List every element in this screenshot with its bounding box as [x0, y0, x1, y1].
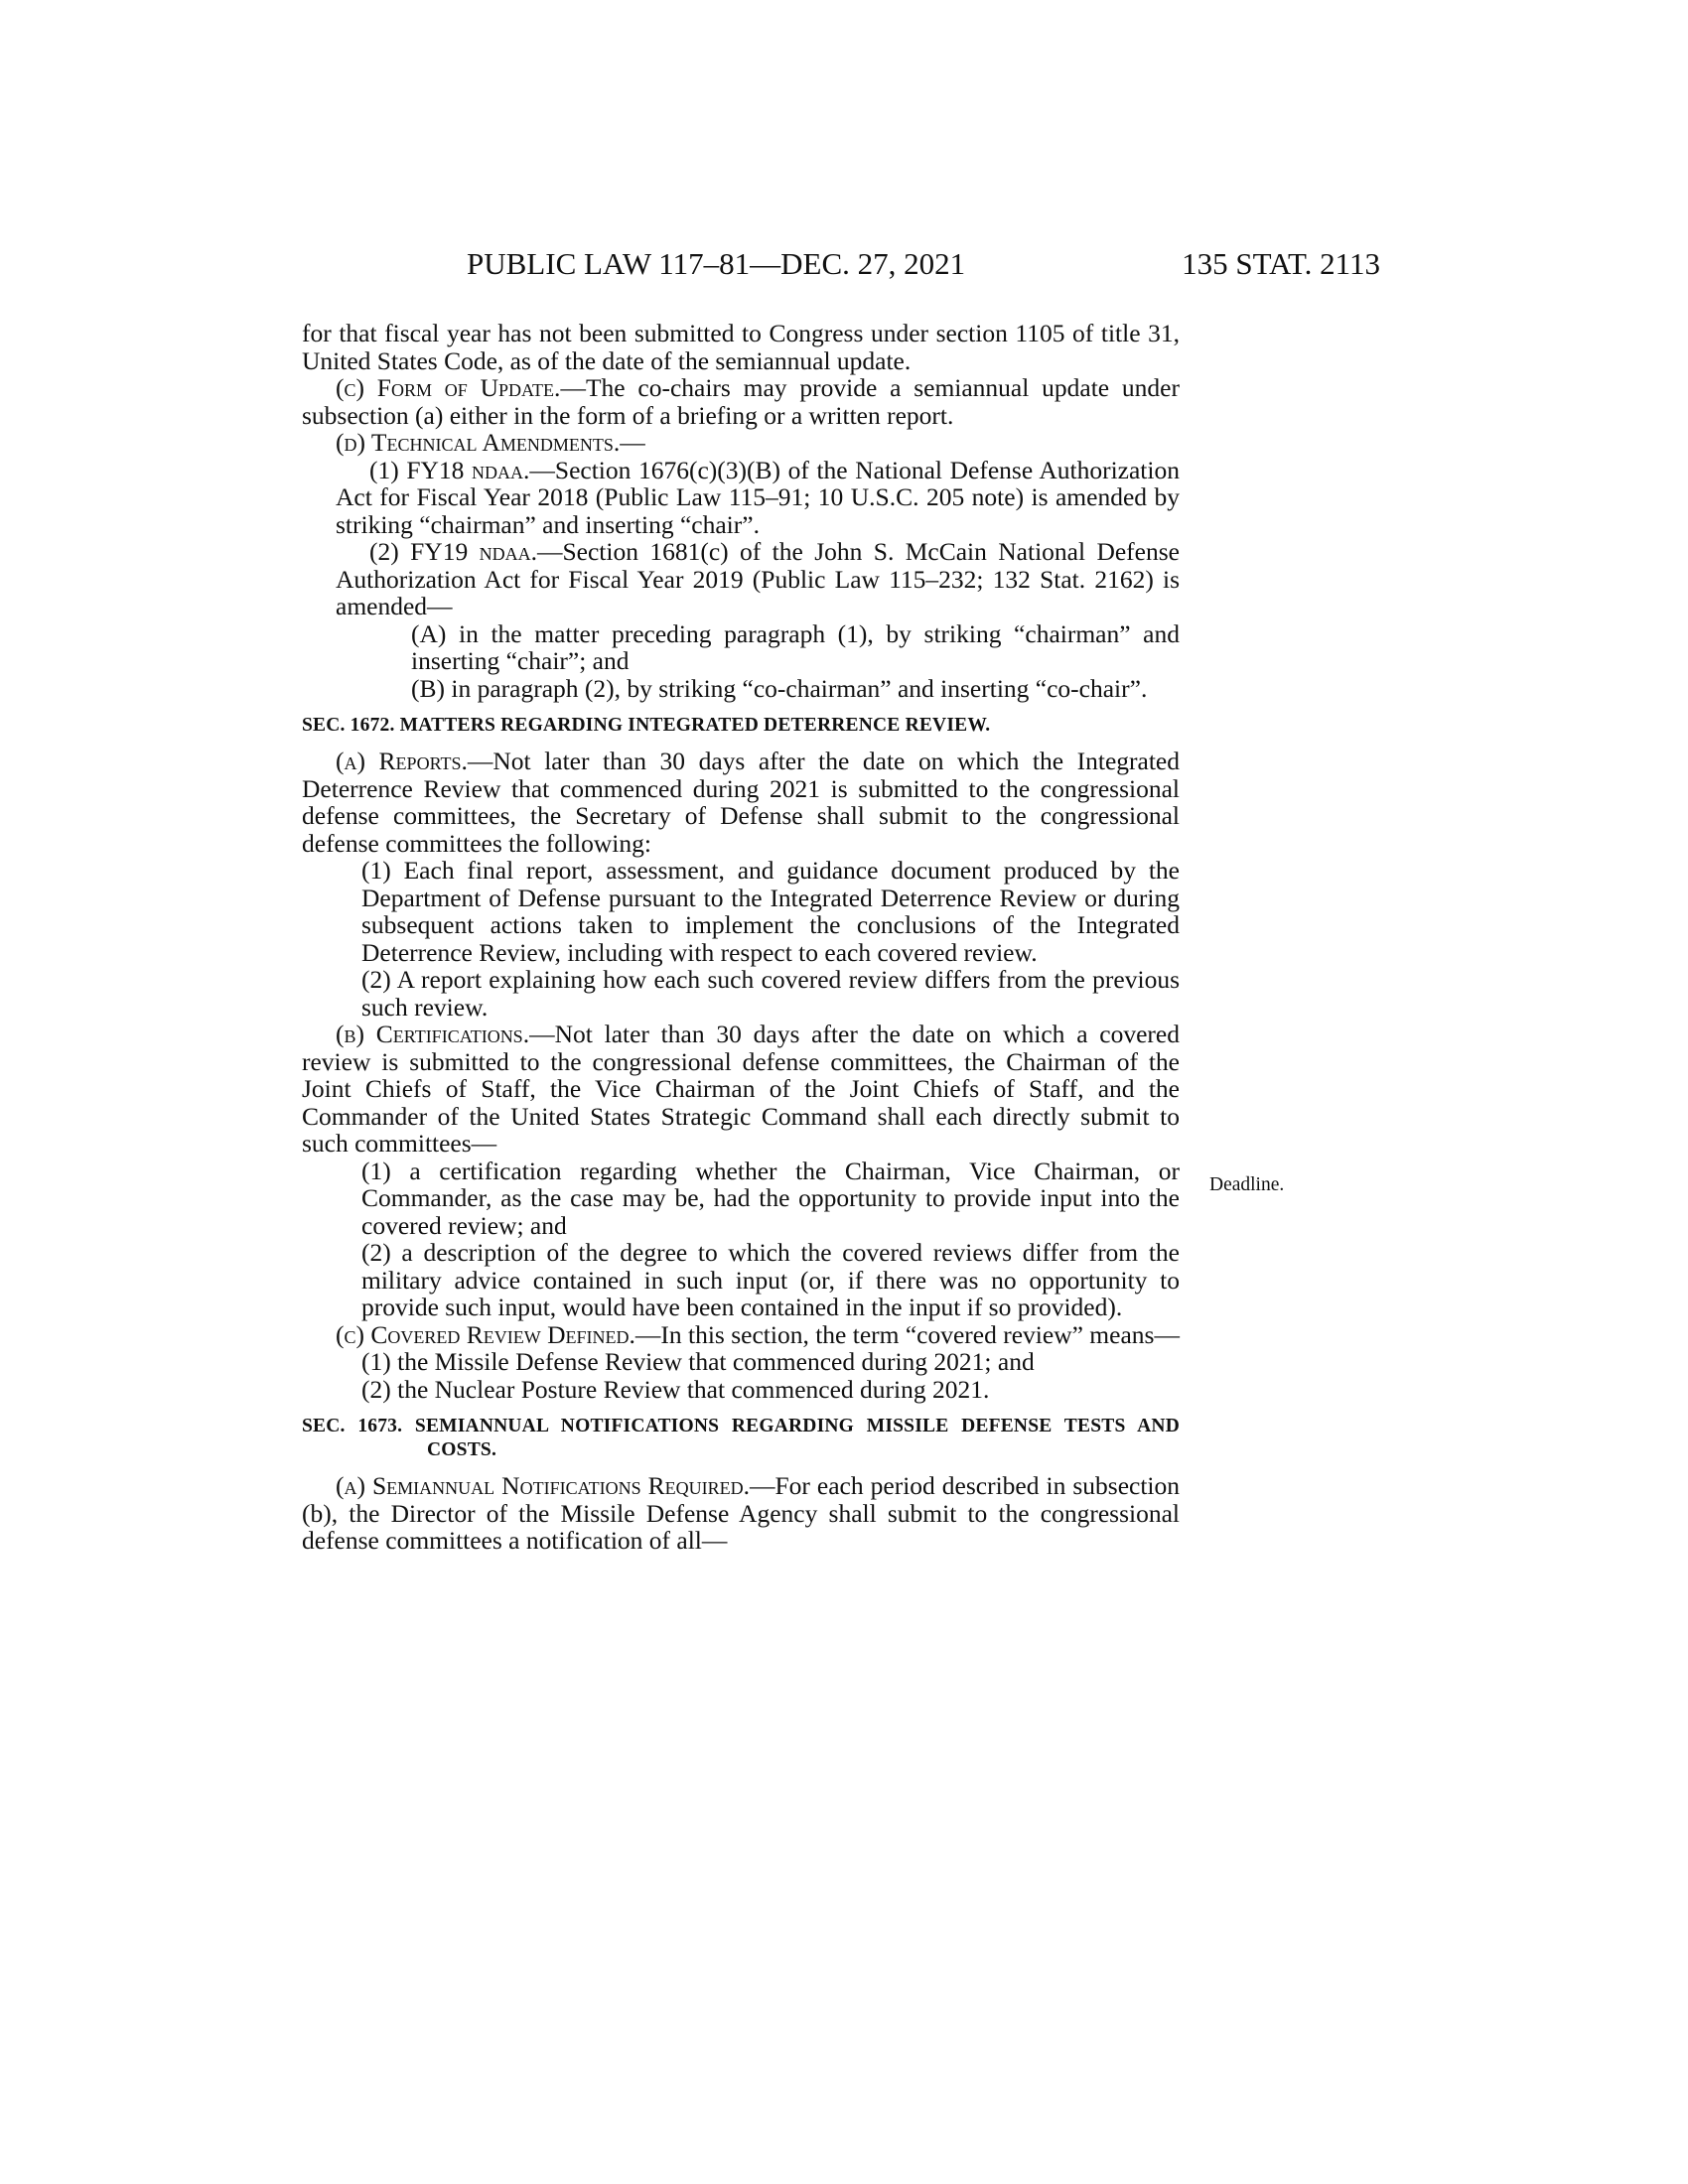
paragraph-heading: (a) Semiannual Notifications Required.	[336, 1471, 750, 1500]
paragraph-abbrev: ndaa	[479, 537, 531, 566]
paragraph-reports	[302, 748, 1180, 857]
paragraph-continuation: for that fiscal year has not been submitted to Congress under section 1105 of title 31, United States Code, as of the date of the semiannual update.	[302, 319, 1180, 375]
paragraph-item-1: (1) the Missile Defense Review that commenced during 2021; and	[361, 1347, 1035, 1376]
paragraph-heading: (b) Certifications.	[336, 1020, 530, 1048]
margin-note-deadline: Deadline.	[1209, 1174, 1285, 1195]
paragraph-heading: (a) Reports.	[336, 747, 468, 775]
paragraph-text: —The co-chairs may provide a semiannual update under subsection (a) either in the form of a briefing or a written report.	[302, 373, 1180, 430]
paragraph-certifications	[302, 1021, 1180, 1158]
page-header	[298, 246, 1380, 286]
paragraph-text: .—Section 1676(c)(3)(B) of the National Defense Authorization Act for Fiscal Year 2018 (Public Law 115–91; 10 U.S.C. 205 note) is amended by striking “chairman” and inserting “chair”.	[336, 455, 1180, 539]
paragraph-prefix: (1) FY18	[369, 455, 473, 484]
section-heading-1673: SEC. 1673. SEMIANNUAL NOTIFICATIONS REGARDING MISSILE DEFENSE TESTS AND COSTS.	[302, 1416, 1180, 1460]
paragraph-subitem-b: (B) in paragraph (2), by striking “co-chairman” and inserting “co-chair”.	[411, 673, 1148, 703]
paragraph-item-1: (1) Each final report, assessment, and guidance document produced by the Department of Defense pursuant to the Integrated Deterrence Review or during subsequent actions taken to implement the conclusions of the Integrated Deterrence Review, including with respect to each covered review.	[361, 856, 1180, 967]
paragraph-form-of-update	[302, 374, 1180, 429]
paragraph-item-2: (2) the Nuclear Posture Review that commenced during 2021.	[361, 1374, 990, 1404]
paragraph-prefix: (2) FY19	[369, 537, 480, 566]
section-heading-1672: SEC. 1672. MATTERS REGARDING INTEGRATED DETERRENCE REVIEW.	[302, 715, 991, 736]
paragraph-text: —Not later than 30 days after the date on which the Integrated Deterrence Review that commenced during 2021 is submitted to the congressional defense committees, the Secretary of Defense shall submit to the congressional defense committees the following:	[302, 747, 1180, 858]
header-title: PUBLIC LAW 117–81—DEC. 27, 2021	[467, 246, 966, 281]
paragraph-item-2: (2) A report explaining how each such covered review differs from the previous such review.	[361, 965, 1180, 1022]
paragraph-item-2: (2) a description of the degree to which the covered reviews differ from the military advice contained in such input (or, if there was no opportunity to provide such input, would have been contained in the input if so provided).	[361, 1238, 1180, 1321]
paragraph-text: .—Section 1681(c) of the John S. McCain National Defense Authorization Act for Fiscal Year 2019 (Public Law 115–232; 132 Stat. 2162) is amended—	[336, 537, 1180, 620]
paragraph-technical-amendments	[302, 429, 1180, 457]
paragraph-text: —In this section, the term “covered review” means—	[634, 1319, 1180, 1349]
paragraph-heading: (c) Covered Review Defined.	[336, 1319, 635, 1349]
header-stat-page: 135 STAT. 2113	[1182, 246, 1380, 281]
paragraph-fy19-ndaa	[302, 538, 1180, 620]
paragraph-semiannual-notifications	[302, 1472, 1180, 1555]
paragraph-subitem-a: (A) in the matter preceding paragraph (1), by striking “chairman” and inserting “chair”; and	[411, 618, 1180, 675]
paragraph-covered-review-defined	[302, 1321, 1180, 1349]
document-body	[302, 320, 1180, 1555]
paragraph-heading: (c) Form of Update.	[336, 373, 561, 402]
paragraph-item-1: (1) a certification regarding whether the Chairman, Vice Chairman, or Commander, as the case may be, had the opportunity to provide input into the covered review; and	[361, 1156, 1180, 1240]
paragraph-fy18-ndaa	[302, 457, 1180, 539]
paragraph-text: —For each period described in subsection (b), the Director of the Missile Defense Agency shall submit to the congressional defense committees a notification of all—	[302, 1471, 1181, 1555]
paragraph-text: —	[620, 428, 645, 457]
paragraph-text: —Not later than 30 days after the date on which a covered review is submitted to the congressional defense committees, the Chairman of the Joint Chiefs of Staff, the Vice Chairman of the Joint Chiefs of Staff, and the Commander of the United States Strategic Command shall each directly submit to such committees—	[302, 1020, 1180, 1158]
paragraph-heading: (d) Technical Amendments.	[336, 428, 621, 457]
paragraph-abbrev: ndaa	[472, 455, 524, 484]
